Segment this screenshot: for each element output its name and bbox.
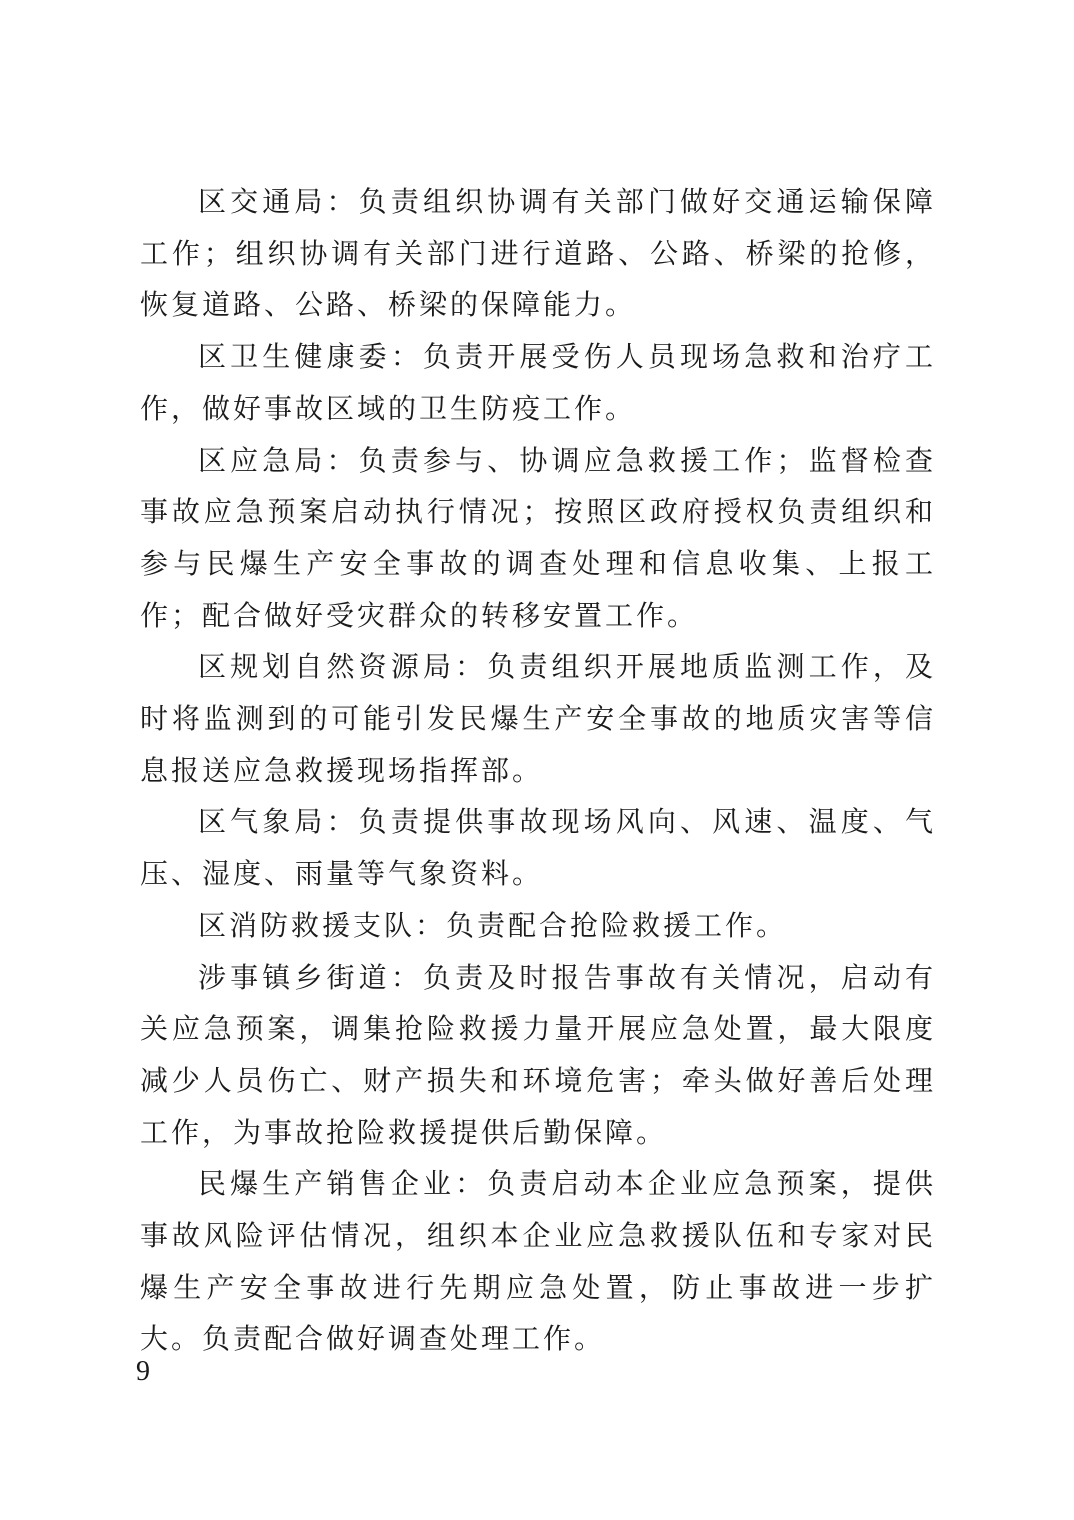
paragraph-fire-rescue-detachment: 区消防救援支队：负责配合抢险救援工作。 <box>198 908 788 942</box>
paragraph-meteorological-bureau: 区气象局：负责提供事故现场风向、风速、温度、气压、湿度、雨量等气象资料。 <box>140 805 936 891</box>
paragraph-explosives-enterprises: 民爆生产销售企业：负责启动本企业应急预案，提供事故风险评估情况，组织本企业应急救援队伍和专家对民爆生产安全事故进行先期应急处置，防止事故进一步扩大。负责配合做好调查处理工作。 <box>140 1167 936 1356</box>
paragraph-emergency-bureau: 区应急局：负责参与、协调应急救援工作；监督检查事故应急预案启动执行情况；按照区政府授权负责组织和参与民爆生产安全事故的调查处理和信息收集、上报工作；配合做好受灾群众的转移安置工作。 <box>140 443 936 632</box>
paragraph-planning-resources-bureau: 区规划自然资源局：负责组织开展地质监测工作，及时将监测到的可能引发民爆生产安全事故的地质灾害等信息报送应急救援现场指挥部。 <box>140 650 936 787</box>
document-body <box>140 176 936 1365</box>
paragraph-transport-bureau: 区交通局：负责组织协调有关部门做好交通运输保障工作；组织协调有关部门进行道路、公路、桥梁的抢修，恢复道路、公路、桥梁的保障能力。 <box>140 185 936 322</box>
page-number: 9 <box>136 1356 150 1387</box>
paragraph-town-streets: 涉事镇乡街道：负责及时报告事故有关情况，启动有关应急预案，调集抢险救援力量开展应急处置，最大限度减少人员伤亡、财产损失和环境危害；牵头做好善后处理工作，为事故抢险救援提供后勤保障。 <box>140 960 936 1149</box>
paragraph-health-commission: 区卫生健康委：负责开展受伤人员现场急救和治疗工作，做好事故区域的卫生防疫工作。 <box>140 340 936 425</box>
